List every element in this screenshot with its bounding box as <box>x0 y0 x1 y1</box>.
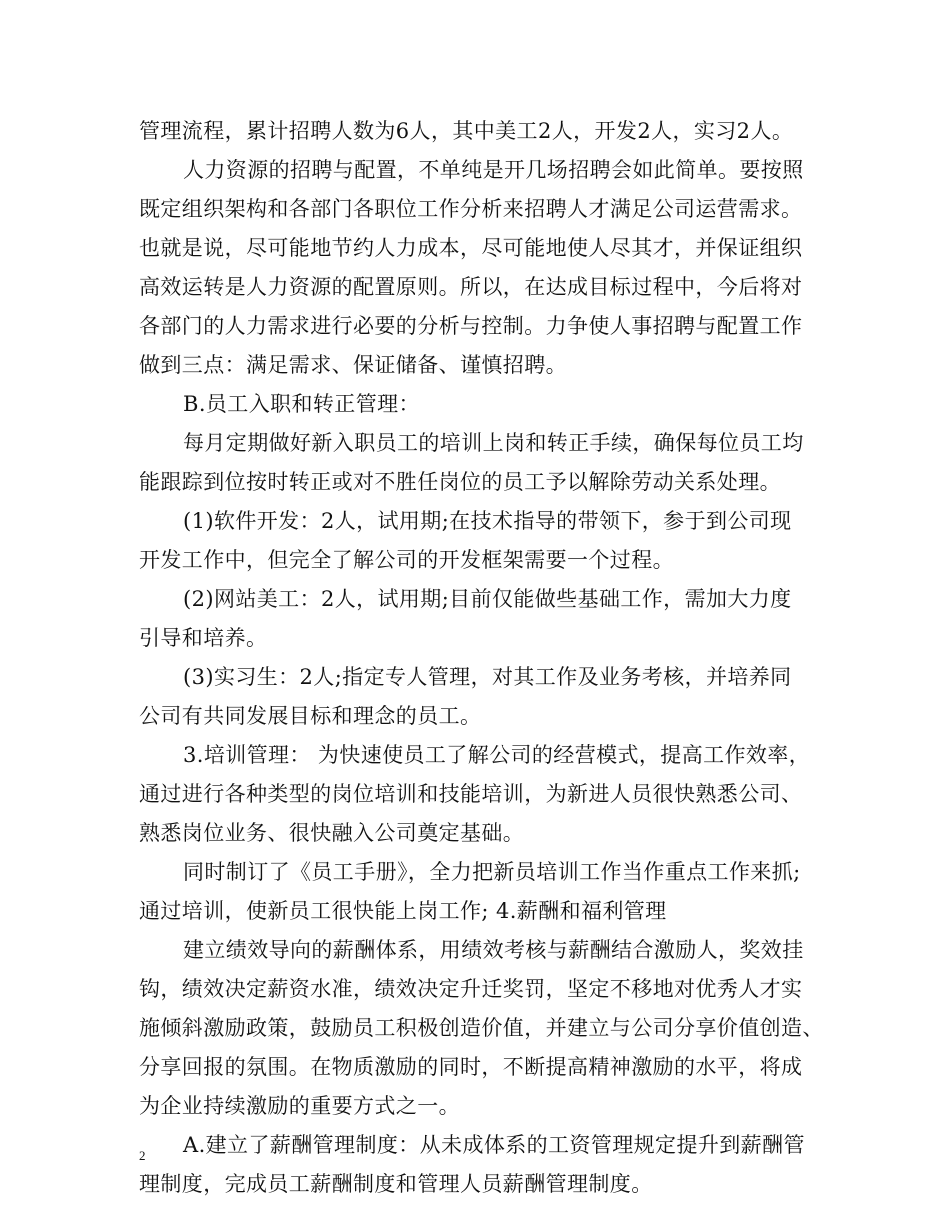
text-line: 各部门的人力需求进行必要的分析与控制。力争使人事招聘与配置工作 <box>139 314 803 338</box>
text-line: 既定组织架构和各部门各职位工作分析来招聘人才满足公司运营需求。 <box>139 197 803 221</box>
text-line: 理制度，完成员工薪酬制度和管理人员薪酬管理制度。 <box>139 1172 653 1196</box>
page-number: 2 <box>139 1148 146 1163</box>
text-line: 为企业持续激励的重要方式之一。 <box>139 1094 460 1118</box>
text-line: 也就是说，尽可能地节约人力成本，尽可能地使人尽其才，并保证组织 <box>139 236 803 260</box>
text-line: 管理流程，累计招聘人数为6人，其中美工2人，开发2人，实习2人。 <box>139 119 794 143</box>
list-item: (1)软件开发：2人，试用期;在技术指导的带领下，参于到公司现 <box>183 509 792 533</box>
text-line: 公司有共同发展目标和理念的员工。 <box>139 704 482 728</box>
text-line: 钩，绩效决定薪资水准，绩效决定升迁奖罚，坚定不移地对优秀人才实 <box>139 977 803 1001</box>
list-item: (3)实习生：2人;指定专人管理，对其工作及业务考核，并培养同 <box>183 665 792 689</box>
text-line: 高效运转是人力资源的配置原则。所以，在达成目标过程中，今后将对 <box>139 275 803 299</box>
list-item: (2)网站美工：2人，试用期;目前仅能做些基础工作，需加大力度 <box>183 587 792 611</box>
text-line: 施倾斜激励政策，鼓励员工积极创造价值，并建立与公司分享价值创造、 <box>139 1016 824 1040</box>
text-line: 熟悉岗位业务、很快融入公司奠定基础。 <box>139 821 525 845</box>
text-line: 人力资源的招聘与配置，不单纯是开几场招聘会如此简单。要按照 <box>183 158 804 182</box>
text-line: 建立绩效导向的薪酬体系，用绩效考核与薪酬结合激励人，奖效挂 <box>183 938 804 962</box>
text-line: 引导和培养。 <box>139 626 268 650</box>
text-line: 开发工作中，但完全了解公司的开发框架需要一个过程。 <box>139 548 674 572</box>
section-heading: 3.培训管理： 为快速使员工了解公司的经营模式，提高工作效率， <box>183 743 811 767</box>
body-text <box>139 112 829 1204</box>
text-line: 同时制订了《员工手册》，全力把新员培训工作当作重点工作来抓; <box>183 860 801 884</box>
text-line: 通过培训，使新员工很快能上岗工作; 4.薪酬和福利管理 <box>139 899 667 923</box>
text-line: 分享回报的氛围。在物质激励的同时，不断提高精神激励的水平，将成 <box>139 1055 803 1079</box>
text-line: 每月定期做好新入职员工的培训上岗和转正手续，确保每位员工均 <box>183 431 804 455</box>
text-line: 做到三点：满足需求、保证储备、谨慎招聘。 <box>139 353 567 377</box>
section-heading: A.建立了薪酬管理制度：从未成体系的工资管理规定提升到薪酬管 <box>183 1133 805 1157</box>
text-line: 能跟踪到位按时转正或对不胜任岗位的员工予以解除劳动关系处理。 <box>139 470 781 494</box>
section-heading: B.员工入职和转正管理： <box>183 392 420 416</box>
text-line: 通过进行各种类型的岗位培训和技能培训，为新进人员很快熟悉公司、 <box>139 782 803 806</box>
